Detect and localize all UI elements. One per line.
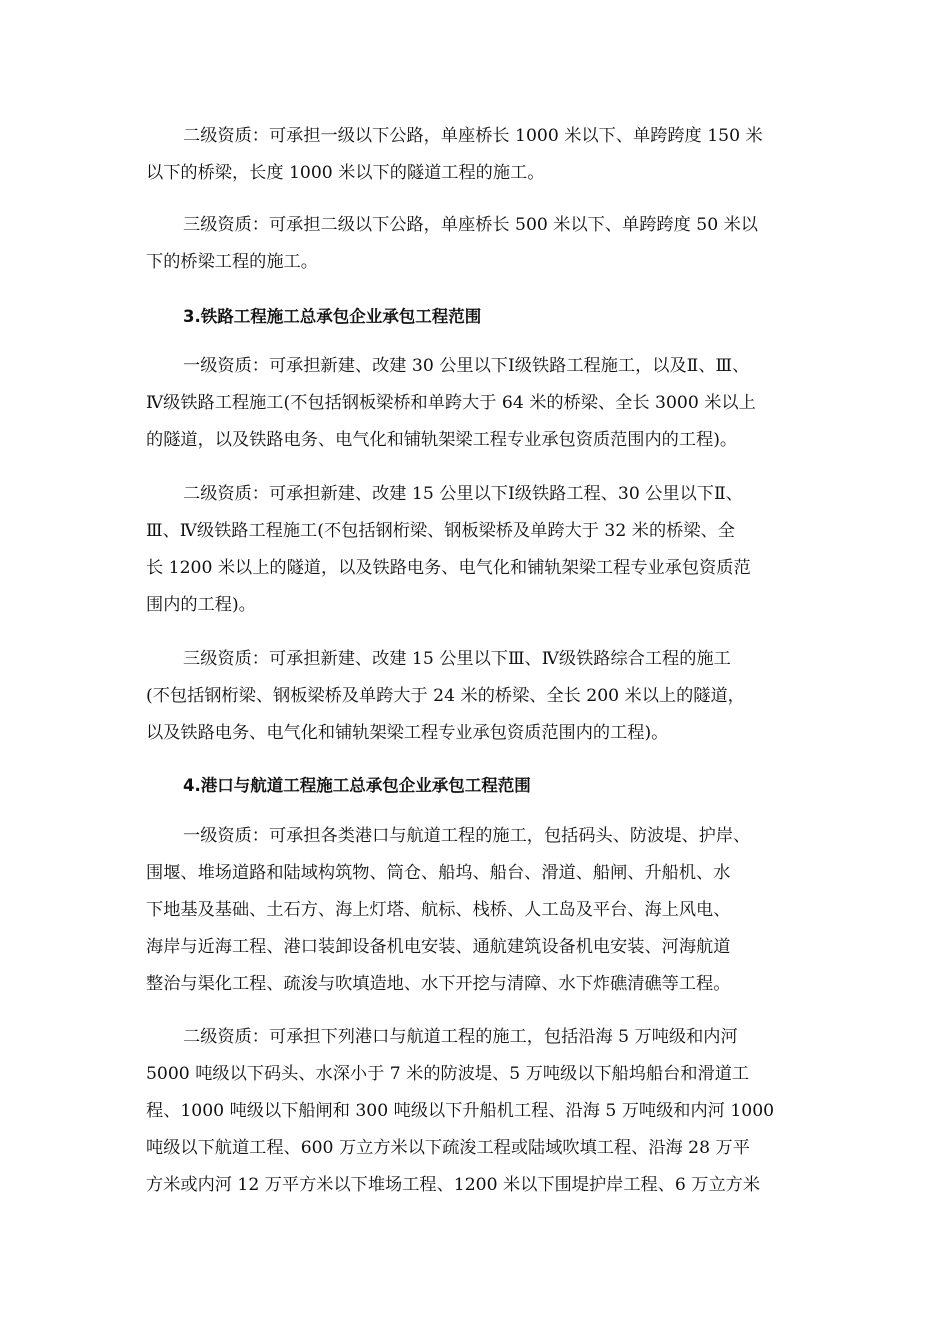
text-line: Ⅳ级铁路工程施工(不包括钢板梁桥和单跨大于 64 米的桥梁、全长 3000 米以上	[146, 393, 756, 413]
paragraph-2	[146, 207, 826, 281]
text-line: (不包括钢桁梁、钢板梁桥及单跨大于 24 米的桥梁、全长 200 米以上的隧道，	[146, 686, 745, 706]
text-line: 程、1000 吨级以下船闸和 300 吨级以下升船机工程、沿海 5 万吨级和内河 1000	[146, 1101, 775, 1121]
text-line: 三级资质：可承担新建、改建 15 公里以下Ⅲ、Ⅳ级铁路综合工程的施工	[183, 649, 731, 669]
paragraph-4	[146, 476, 826, 624]
text-line: 方米或内河 12 万平方米以下堆场工程、1200 米以下围堤护岸工程、6 万立方米	[146, 1175, 761, 1195]
text-line: 下地基及基础、土石方、海上灯塔、航标、栈桥、人工岛及平台、海上风电、	[146, 900, 731, 920]
heading-line: 3.铁路工程施工总承包企业承包工程范围	[183, 307, 482, 326]
paragraph-6	[146, 818, 826, 1003]
text-line: 吨级以下航道工程、600 万立方米以下疏浚工程或陆域吹填工程、沿海 28 万平	[146, 1138, 750, 1158]
text-line: 以及铁路电务、电气化和铺轨架梁工程专业承包资质范围内的工程)。	[146, 723, 669, 743]
text-line: 的隧道，以及铁路电务、电气化和铺轨架梁工程专业承包资质范围内的工程)。	[146, 430, 738, 450]
text-line: 下的桥梁工程的施工。	[146, 252, 318, 272]
text-line: 二级资质：可承担新建、改建 15 公里以下Ⅰ级铁路工程、30 公里以下Ⅱ、	[183, 484, 743, 504]
text-line: 二级资质：可承担一级以下公路，单座桥长 1000 米以下、单跨跨度 150 米	[183, 126, 763, 146]
paragraph-1	[146, 118, 826, 192]
heading-line: 4.港口与航道工程施工总承包企业承包工程范围	[183, 776, 531, 795]
text-line: 一级资质：可承担新建、改建 30 公里以下Ⅰ级铁路工程施工，以及Ⅱ、Ⅲ、	[183, 356, 750, 376]
text-line: 海岸与近海工程、港口装卸设备机电安装、通航建筑设备机电安装、河海航道	[146, 937, 731, 957]
text-line: 一级资质：可承担各类港口与航道工程的施工，包括码头、防波堤、护岸、	[183, 826, 751, 846]
text-line: 以下的桥梁，长度 1000 米以下的隧道工程的施工。	[146, 163, 545, 183]
text-line: 围内的工程)。	[146, 595, 256, 615]
paragraph-7	[146, 1019, 826, 1204]
text-line: Ⅲ、Ⅳ级铁路工程施工(不包括钢桁梁、钢板梁桥及单跨大于 32 米的桥梁、全	[146, 521, 735, 541]
text-line: 二级资质：可承担下列港口与航道工程的施工，包括沿海 5 万吨级和内河	[183, 1027, 738, 1047]
text-line: 5000 吨级以下码头、水深小于 7 米的防波堤、5 万吨级以下船坞船台和滑道工	[146, 1064, 750, 1084]
paragraph-3	[146, 348, 826, 459]
text-line: 三级资质：可承担二级以下公路，单座桥长 500 米以下、单跨跨度 50 米以	[183, 215, 758, 235]
text-line: 长 1200 米以上的隧道，以及铁路电务、电气化和铺轨架梁工程专业承包资质范	[146, 558, 751, 578]
paragraph-5	[146, 641, 826, 752]
text-line: 整治与渠化工程、疏浚与吹填造地、水下开挖与清障、水下炸礁清礁等工程。	[146, 974, 731, 994]
section-heading-3	[146, 298, 826, 335]
text-line: 围堰、堆场道路和陆域构筑物、筒仓、船坞、船台、滑道、船闸、升船机、水	[146, 863, 731, 883]
section-heading-4	[146, 767, 826, 804]
